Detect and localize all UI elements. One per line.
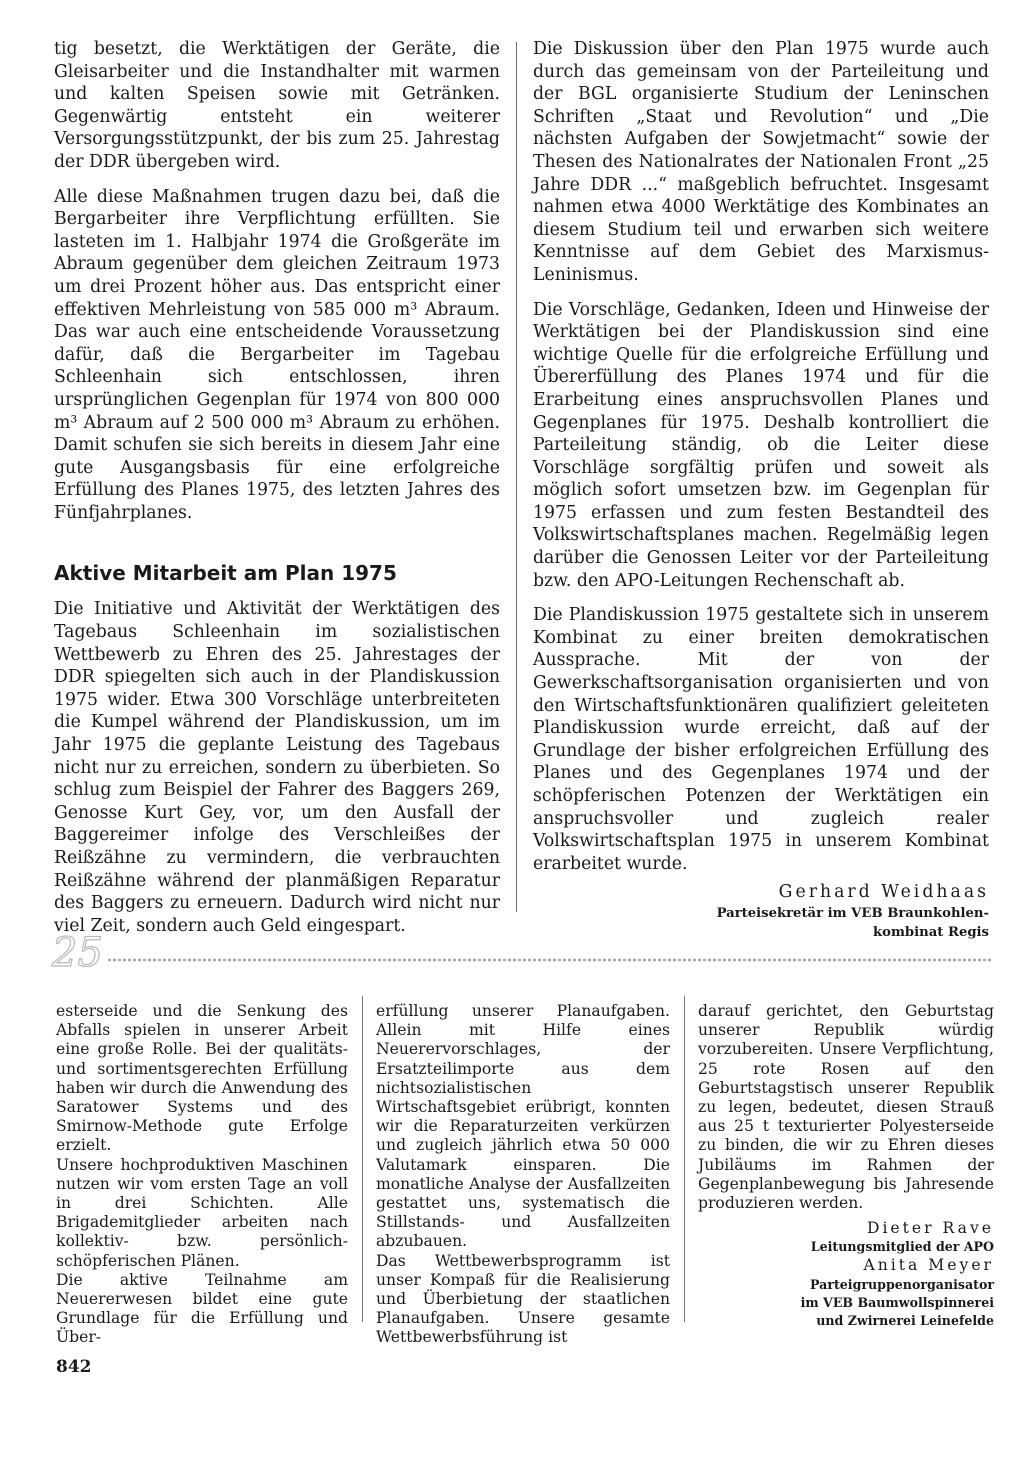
paragraph: Die Initiative und Aktivität der Werktätigen des Tagebaus Schleenhain im sozialistischen Wettbewerb zu Ehren des 25. Jahrestages der DDR spiegelten sich auch in der Plandiskussion 1975 wider. Etwa 300 Vorschläge unterbreiteten die Kumpel während der Plandiskussion, um im Jahr 1975 die geplante Leistung des Tagebaus nicht nur zu erreichen, sondern zu überbieten. So schlug zum Beispiel der Fahrer des Baggers 269, Genosse Kurt Gey, vor, um den Ausfall der Baggereimer infolge des Verschleißes der Reißzähne zu vermindern, die verbrauchten Reißzähne während der planmäßigen Reparatur des Baggers zu erneuern. Dadurch wird nicht nur viel Zeit, sondern auch Geld eingespart. — [54, 599, 500, 936]
author-name: Gerhard Weidhaas — [778, 882, 989, 903]
paragraph: Die aktive Teilnahme am Neuererwesen bildet eine gute Grundlage für die Erfüllung und Über- — [56, 1270, 348, 1347]
author-title: im VEB Baumwollspinnerei — [800, 1294, 994, 1310]
paragraph: Die Plandiskussion 1975 gestaltete sich in unserem Kombinat zu einer breiten demokratischen Aussprache. Mit der von der Gewerkschaftsorganisation organisierten und von den Wirtschaftsfunktionären qualifiziert geleiteten Plandiskussion wurde erreicht, daß auf der Grundlage der bisher erfolgreichen Erfüllung des Planes und des Gegenplanes 1974 und der schöpferischen Potenzen der Werktätigen ein anspruchsvoller und zugleich realer Volkswirtschaftsplan 1975 in unserem Kombinat erarbeitet wurde. — [533, 605, 989, 874]
lower-middle-column — [376, 1002, 670, 1348]
column-divider — [362, 996, 363, 1322]
upper-right-column — [533, 38, 989, 942]
paragraph: Das Wettbewerbsprogramm ist unser Kompaß für die Realisierung und Überbietung der staatlichen Planaufgaben. Unsere gesamte Wettbewerbsführung ist — [376, 1251, 670, 1347]
author-title: Leitungsmitglied der APO — [810, 1239, 994, 1255]
column-divider — [516, 42, 517, 912]
section-heading: Aktive Mitarbeit am Plan 1975 — [54, 561, 397, 586]
paragraph: Die Diskussion über den Plan 1975 wurde auch durch das gemeinsam von der Parteileitung und der BGL organisierte Studium der Leninschen Schriften „Staat und Revolution“ und „Die nächsten Aufgaben der Sowjetmacht“ sowie der Thesen des Nationalrates der Nationalen Front „25 Jahre DDR ...“ maßgeblich befruchtet. Insgesamt nahmen etwa 4000 Werktätige des Kombinates an diesem Studium teil und erwarben sich weitere Kenntnisse auf dem Gebiet des Marxismus-Leninismus. — [533, 39, 989, 285]
page-number: 842 — [56, 1357, 92, 1377]
paragraph: erfüllung unserer Planaufgaben. Allein mit Hilfe eines Neuerervorschlages, der Ersatzteilimporte aus dem nichtsozialistischen Wirtschaftsgebiet erübrigt, konnten wir die Reparaturzeiten verkürzen und zugleich jährlich etwa 50 000 Valutamark einsparen. Die monatliche Analyse der Ausfallzeiten gestattet uns, systematisch die Stillstands- und Ausfallzeiten abzubauen. — [376, 1002, 670, 1251]
paragraph: Alle diese Maßnahmen trugen dazu bei, daß die Bergarbeiter ihre Verpflichtung erfüllten. Sie lasteten im 1. Halbjahr 1974 die Großgeräte im Abraum gegenüber dem gleichen Zeitraum 1973 um drei Prozent höher aus. Das entspricht einer effektiven Mehrleistung von 585 000 m³ Abraum. Das war auch eine entscheidende Voraussetzung dafür, daß die Bergarbeiter im Tagebau Schleenhain sich entschlossen, ihren ursprünglichen Gegenplan für 1974 von 800 000 m³ Abraum auf 2 500 000 m³ Abraum zu erhöhen. Damit schufen sie sich bereits in diesem Jahr eine gute Ausgangsbasis für eine erfolgreiche Erfüllung des Planes 1975, des letzten Jahres des Fünfjahrplanes. — [54, 186, 500, 523]
anniversary-mark: 25 — [52, 930, 103, 976]
author-name: Anita Meyer — [863, 1256, 994, 1275]
lower-right-column — [698, 1002, 994, 1330]
paragraph: darauf gerichtet, den Geburtstag unserer Republik würdig vorzubereiten. Unsere Verpflichtung, 25 rote Rosen auf den Geburtstagstisch unserer Republik zu legen, bedeutet, diesen Strauß aus 25 t texturierter Polyesterseide zu binden, die wir zu Ehren dieses Jubiläums im Rahmen der Gegenplanbewegung bis Jahresende produzieren werden. — [698, 1002, 994, 1213]
column-divider — [684, 996, 685, 1322]
author-title: kombinat Regis — [873, 924, 989, 940]
paragraph: Unsere hochproduktiven Maschinen nutzen wir vom ersten Tage an voll in drei Schichten. Alle Brigademitglieder arbeiten nach kollektiv- bzw. persönlich-schöpferischen Plänen. — [56, 1155, 348, 1270]
paragraph: tig besetzt, die Werktätigen der Geräte, die Gleisarbeiter und die Instandhalter mit warmen und kalten Speisen sowie mit Getränken. Gegenwärtig entsteht ein weiterer Versorgungsstützpunkt, der bis zum 25. Jahrestag der DDR übergeben wird. — [54, 39, 500, 172]
paragraph: esterseide und die Senkung des Abfalls spielen in unserer Arbeit eine große Rolle. Bei der qualitäts- und sortimentsgerechten Erfüllung haben wir durch die Anwendung des Saratower Systems und des Smirnow-Methode gute Erfolge erzielt. — [56, 1002, 348, 1155]
upper-left-column — [54, 38, 500, 937]
author-title: und Zwirnerei Leinefelde — [816, 1312, 994, 1328]
author-name: Dieter Rave — [866, 1219, 994, 1238]
section-divider — [50, 930, 995, 982]
lower-left-column — [56, 1002, 348, 1348]
author-title: Parteisekretär im VEB Braunkohlen- — [716, 905, 989, 921]
author-title: Parteigruppenorganisator — [810, 1276, 994, 1292]
paragraph: Die Vorschläge, Gedanken, Ideen und Hinweise der Werktätigen bei der Plandiskussion sind eine wichtige Quelle für die erfolgreiche Erfüllung und Übererfüllung des Planes 1974 und für die Erarbeitung eines anspruchsvollen Planes und Gegenplanes für 1975. Deshalb kontrolliert die Parteileitung ständig, ob die Leiter diese Vorschläge sorgfältig prüfen und soweit als möglich sofort umsetzen bzw. im Gegenplan für 1975 erfassen und zum festen Bestandteil des Volkswirtschaftsplanes machen. Regelmäßig legen darüber die Genossen Leiter vor der Parteileitung bzw. den APO-Leitungen Rechenschaft ab. — [533, 299, 989, 591]
